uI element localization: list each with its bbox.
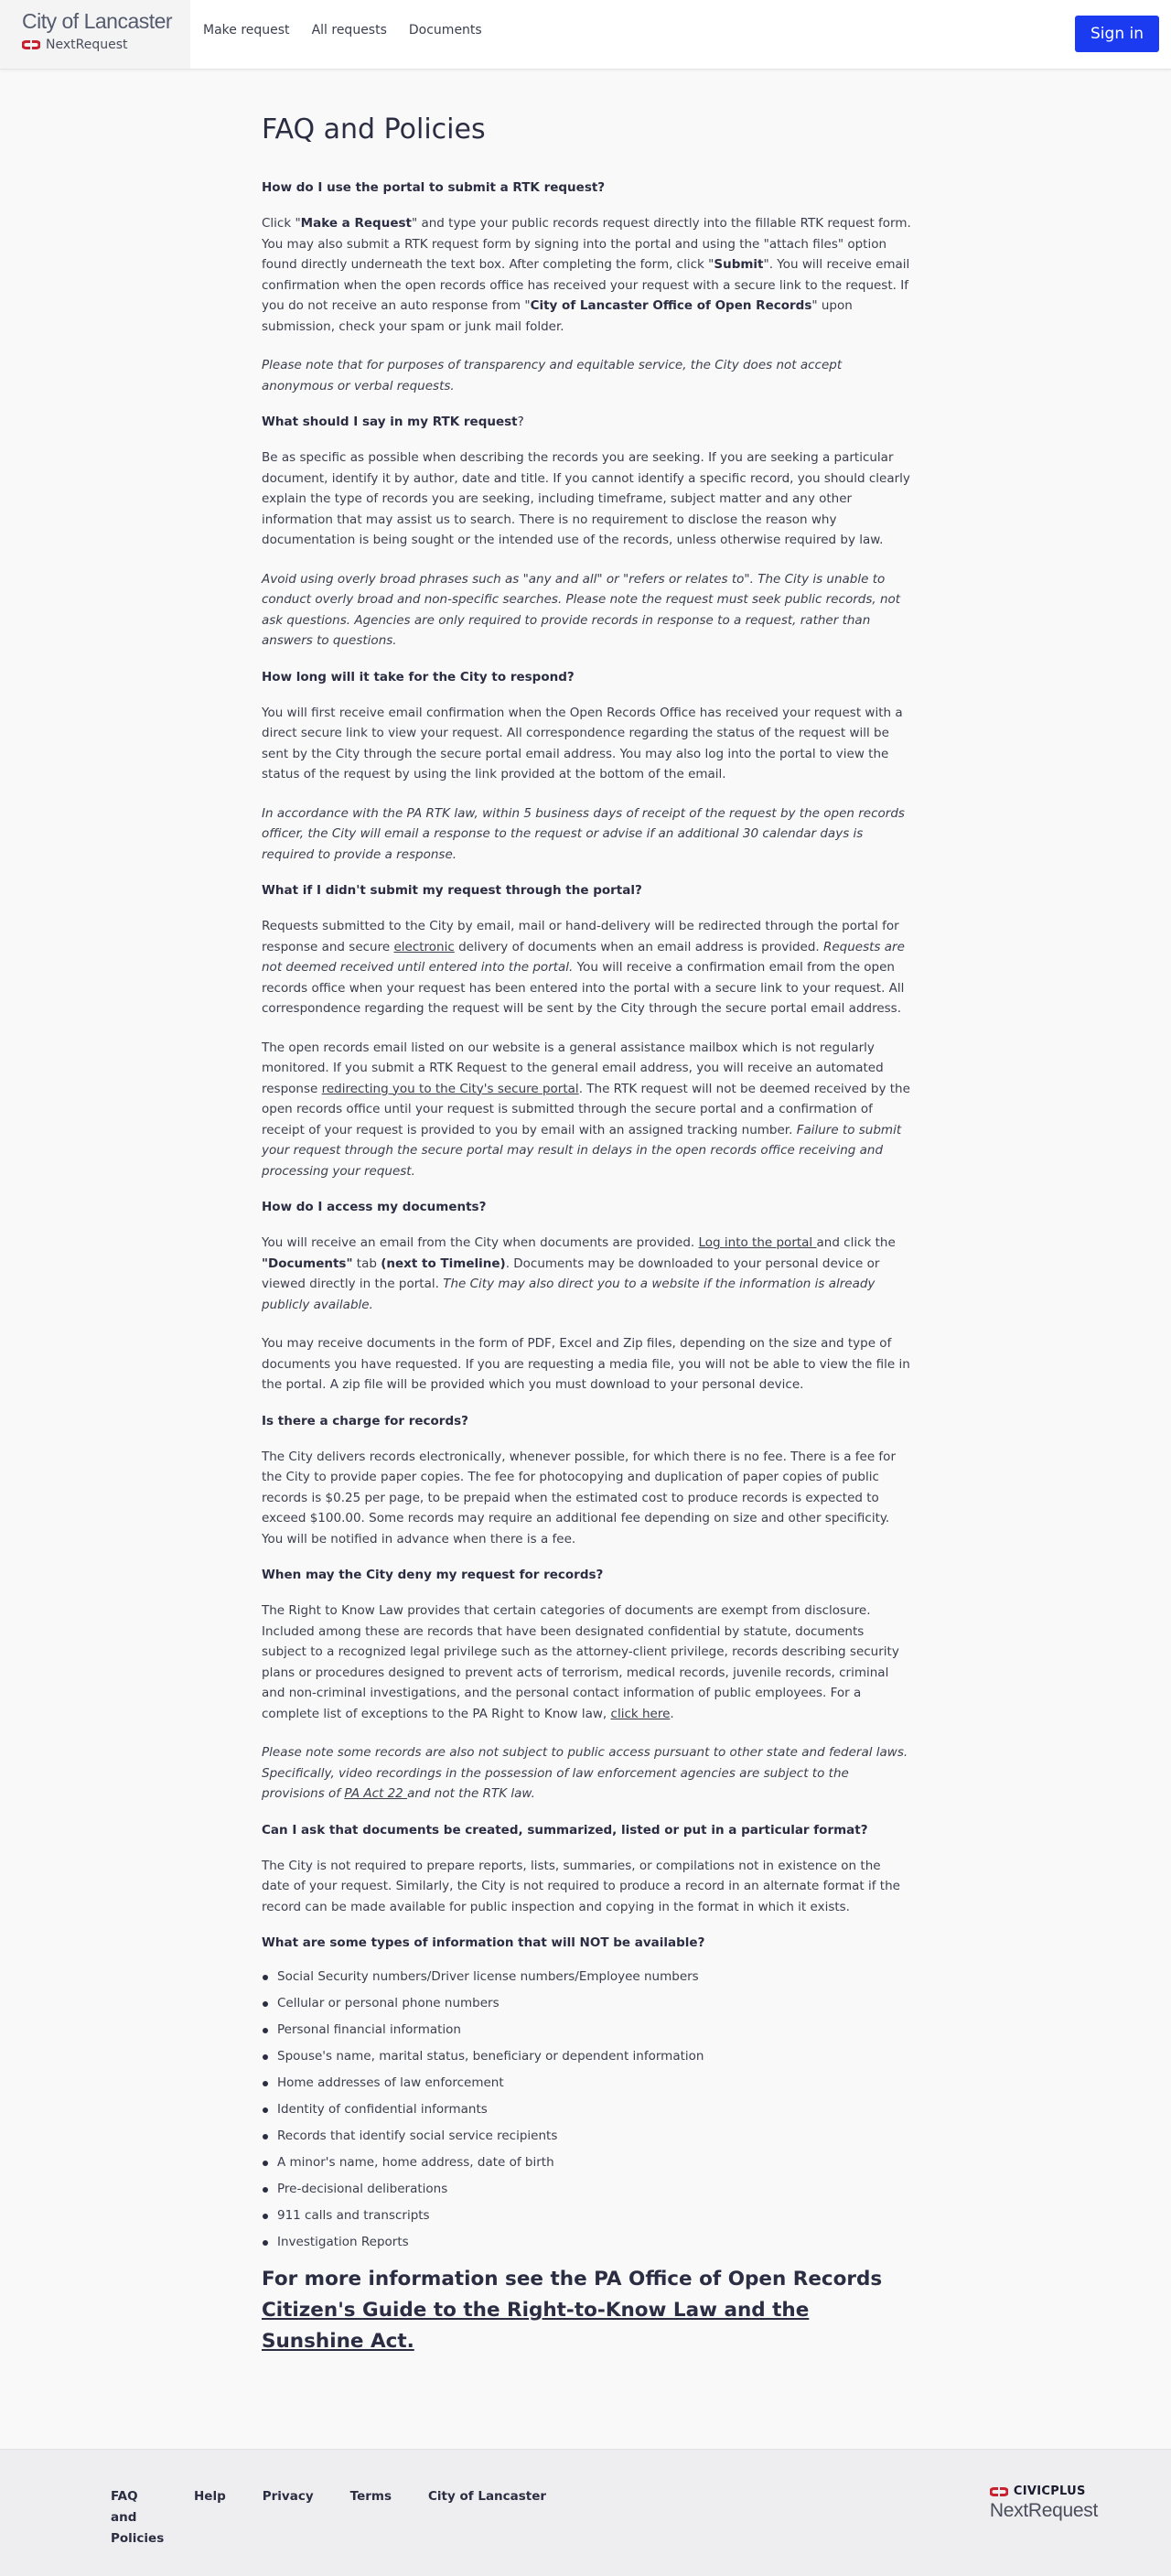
answer-what-to-say: Be as specific as possible when describing the records you are seeking. If you are seeking a particular document, identify it by author, date and title. If you cannot identify a specific record, you should clearly explain the type of records you are seeking, including timeframe, subject matter and any other information that may assist us to search. There is no requirement to disclose the reason why documentation is being sought or the intended use of the records, unless otherwise required by law. [262,450,910,547]
exceptions-click-here-link[interactable]: click here [610,1706,671,1721]
list-item: 911 calls and transcripts [262,2207,911,2225]
footer [0,2449,1171,2576]
nextrequest-brand [22,38,190,52]
civicplus-brand[interactable] [990,2484,1098,2522]
answer-document-formats: You may receive documents in the form of PDF, Excel and Zip files, depending on the size and type of documents you have requested. If you are requesting a media file, you will not be able to view the file in the portal. A zip file will be provided which you must download to your personal device. [262,1336,910,1392]
list-item: Investigation Reports [262,2234,911,2251]
question-not-available: What are some types of information that will NOT be available? [262,1935,705,1950]
question-deny-request: When may the City deny my request for records? [262,1568,604,1582]
brand-block[interactable] [0,0,190,69]
note-broad-phrases: Avoid using overly broad phrases such as "any and all" or "refers or relates to". The City is unable to conduct overly broad and non-specific searches. Please note the request must seek public records, not ask questions. Agencies are only required to provide records in response to a request, rather than answers to questions. [262,571,901,648]
answer-access-documents: You will receive an email from the City when documents are provided. Log into the portal and click the "Documents" tab (next to Timeline). Documents may be downloaded to your personal device or viewed directly in the portal. The City may also direct you to a website if the information is already publicly available. [262,1235,896,1312]
civicplus-logo-icon [990,2486,1008,2497]
civicplus-plus: PLUS [1050,2484,1086,2498]
question-charge: Is there a charge for records? [262,1413,468,1428]
list-item: Cellular or personal phone numbers [262,1995,911,2012]
civicplus-product-name: NextRequest [989,2500,1098,2521]
list-item: Home addresses of law enforcement [262,2075,911,2092]
footer-link-faq[interactable]: FAQ and Policies [111,2489,165,2546]
question-access-documents: How do I access my documents? [262,1200,487,1214]
question-response-time: How long will it take for the City to respond? [262,669,575,684]
answer-create-documents: The City is not required to prepare reports, lists, summaries, or compilations not in existence on the date of your request. Similarly, the City is not required to produce a record in an alternate format if the record can be made available for public inspection and copying in the format in which it exists. [262,1858,900,1914]
answer-response-time: You will first receive email confirmation when the Open Records Office has received your request with a direct secure link to view your request. All correspondence regarding the status of the request will be sent by the City through the secure portal email address. You may also log into the portal to view the status of the request by using the link provided at the bottom of the email. [262,705,903,781]
city-name[interactable]: City of Lancaster [22,9,173,33]
list-item: Pre-decisional deliberations [262,2181,911,2198]
footer-link-terms[interactable]: Terms [349,2489,392,2504]
list-item: Social Security numbers/Driver license numbers/Employee numbers [262,1968,911,1986]
list-item: Spouse's name, marital status, beneficiary or dependent information [262,2048,911,2065]
list-item: Identity of confidential informants [262,2101,911,2118]
log-into-portal-link[interactable]: Log into the portal [698,1235,817,1250]
nav-documents[interactable]: Documents [408,23,482,38]
main-nav [203,23,482,38]
answer-not-through-portal: Requests submitted to the City by email, mail or hand-delivery will be redirected through the portal for response and secure electronic delivery of documents when an email address is provided. Requests are not deemed received until entered into the portal. You will receive a confirmation email from the open records office when your request has been entered into the portal with a secure link to your request. All correspondence regarding the request will be sent by the City through the secure portal email address. [262,919,905,1016]
faq-content [262,70,911,2449]
note-rtk-law-timeline: In accordance with the PA RTK law, within 5 business days of receipt of the request by the open records officer, the City will email a response to the request or advise if an additional 30 calendar days is required to provide a response. [262,805,905,862]
citizens-guide-link[interactable]: Citizen's Guide to the Right-to-Know Law and the Sunshine Act. [262,2299,810,2353]
civicplus-logo [990,2484,1098,2498]
question-not-through-portal: What if I didn't submit my request through the portal? [262,883,642,898]
answer-deny-request: The Right to Know Law provides that certain categories of documents are exempt from disclosure. Included among these are records that have been designated confidential by statute, documents subject to a recognized legal privilege such as the attorney-client privilege, records describing security plans or procedures designed to prevent acts of terrorism, medical records, juvenile records, criminal and non-criminal investigations, and the personal contact information of public employees. For a complete list of exceptions to the PA Right to Know law, click here. [262,1603,899,1721]
civicplus-civic: CIVIC [1013,2484,1051,2498]
list-item: A minor's name, home address, date of birth [262,2154,911,2172]
nextrequest-logo-icon [22,39,40,50]
question-submit-request: How do I use the portal to submit a RTK request? [262,180,606,195]
footer-link-help[interactable]: Help [194,2489,226,2504]
more-info-heading: For more information see the PA Office of Open Records Citizen's Guide to the Right-to-Know Law and the Sunshine Act. [262,2268,883,2353]
secure-portal-link[interactable]: redirecting you to the City's secure portal [321,1081,579,1096]
not-available-list [262,1968,911,2251]
sign-in-button[interactable]: Sign in [1075,16,1159,52]
note-anonymous-requests: Please note that for purposes of transparency and equitable service, the City does not accept anonymous or verbal requests. [262,358,843,393]
question-what-to-say: What should I say in my RTK request? [262,415,524,429]
page-title: FAQ and Policies [262,113,486,146]
top-header [0,0,1171,70]
answer-charge: The City delivers records electronically, whenever possible, for which there is no fee. There is a fee for the City to provide paper copies. The fee for photocopying and duplication of paper copies of public records is $0.25 per page, to be prepaid when the estimated cost to produce records is expected to exceed $100.00. Some records may require an additional fee depending on size and other specificity. You will be notified in advance when there is a fee. [262,1449,896,1547]
nextrequest-label: NextRequest [46,38,128,52]
note-other-laws: Please note some records are also not subject to public access pursuant to other state and federal laws. Specifically, video recordings in the possession of law enforcement agencies are subject to the provisions of PA Act 22 and not the RTK law. [262,1745,908,1801]
footer-nav [111,2486,583,2549]
nav-all-requests[interactable]: All requests [311,23,387,38]
list-item: Records that identify social service recipients [262,2128,911,2145]
list-item: Personal financial information [262,2021,911,2039]
question-create-documents: Can I ask that documents be created, summarized, listed or put in a particular format? [262,1822,868,1838]
footer-link-city[interactable]: City of Lancaster [428,2489,547,2504]
footer-link-privacy[interactable]: Privacy [262,2489,314,2504]
pa-act-22-link[interactable]: PA Act 22 [344,1786,408,1801]
answer-submit-request: Click "Make a Request" and type your public records request directly into the fillable RTK request form. You may also submit a RTK request form by signing into the portal and using the "attach files" option found directly underneath the text box. After completing the form, click "Submit". You will receive email confirmation when the open records office has received your request with a secure link to the request. If you do not receive an auto response from "City of Lancaster Office of Open Records" upon submission, check your spam or junk mail folder. [262,216,911,334]
answer-general-mailbox: The open records email listed on our website is a general assistance mailbox which is not regularly monitored. If you submit a RTK Request to the general email address, you will receive an automated response redirecting you to the City's secure portal. The RTK request will not be deemed received by the open records office until your request is submitted through the secure portal and a confirmation of receipt of your request is provided to you by email with an assigned tracking number. Failure to submit your request through the secure portal may result in delays in the open records office receiving and processing your request. [262,1040,910,1179]
nav-make-request[interactable]: Make request [203,23,290,38]
